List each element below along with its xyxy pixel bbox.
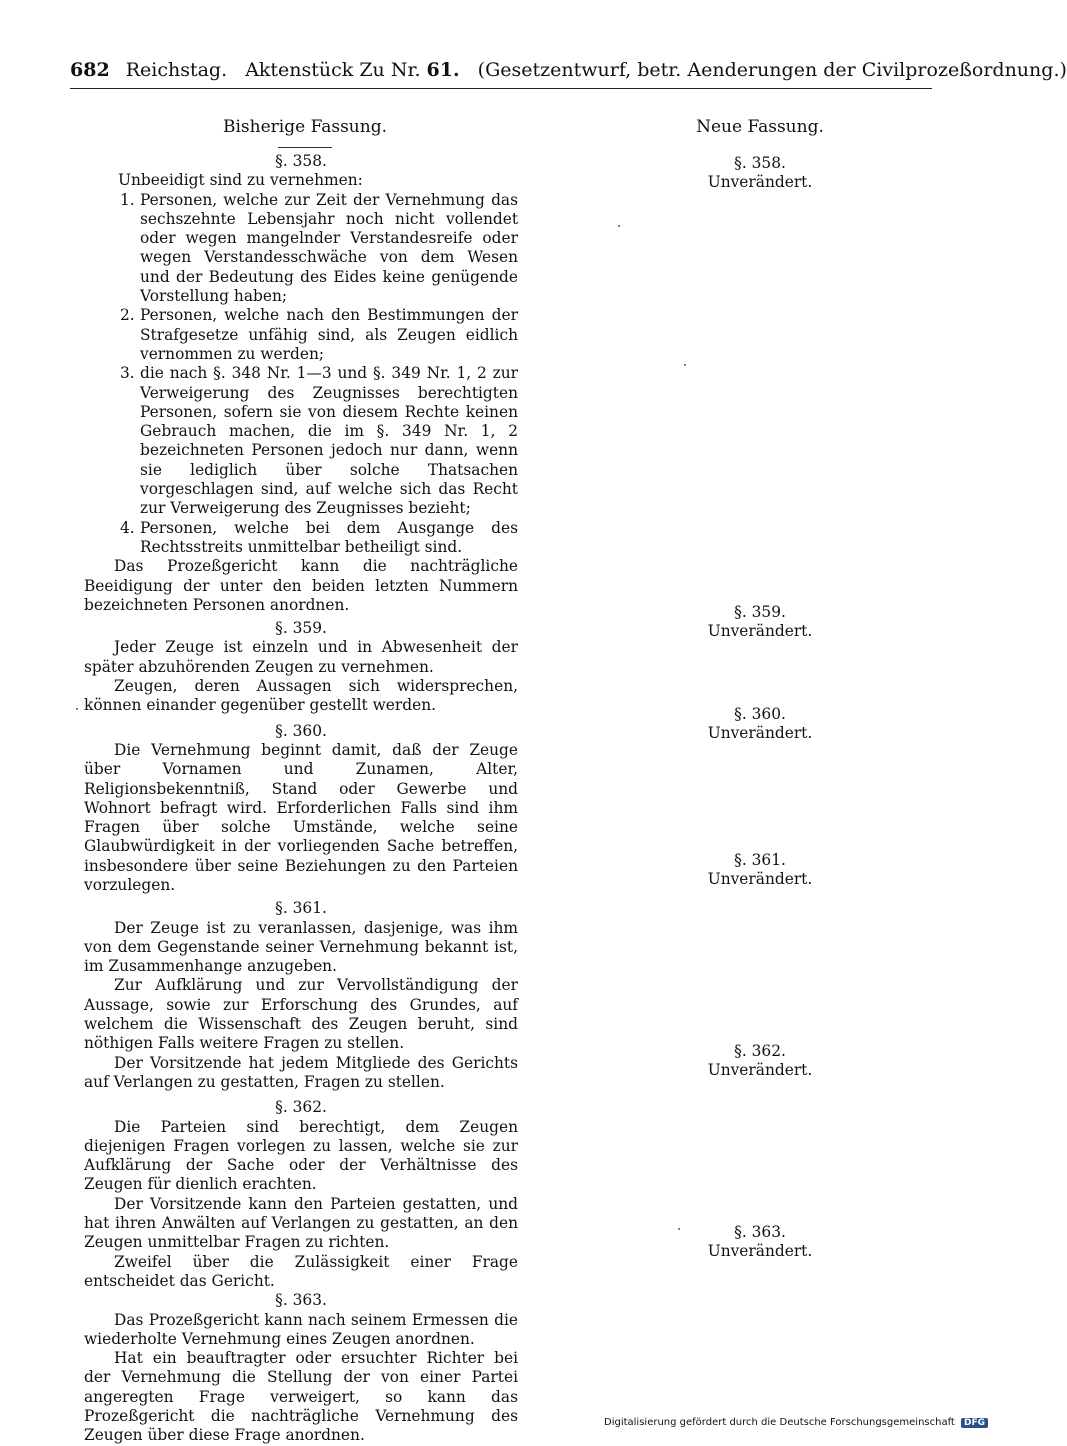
- list-item: [84, 306, 518, 364]
- section-title-359: §. 359.: [275, 619, 327, 638]
- paragraph: Der Zeuge ist zu veranlassen, dasjenige, was ihm von dem Gegenstande seiner Vernehmung bekannt ist, im Zusammenhange anzugeben.: [84, 918, 518, 976]
- left-column: [84, 152, 518, 1446]
- header-nr: 61.: [426, 59, 460, 81]
- right-section-361: [690, 851, 830, 890]
- dfg-logo-icon: DFG: [961, 1418, 988, 1428]
- list-item-text: Personen, welche nach den Bestimmungen der Strafgesetze unfähig sind, als Zeugen eidlich vernommen zu werden;: [140, 306, 518, 363]
- right-section-360: [690, 705, 830, 744]
- speck: [684, 364, 686, 366]
- paragraph: Die Vernehmung beginnt damit, daß der Zeuge über Vornamen und Zunamen, Alter, Religionsbekenntniß, Stand oder Gewerbe und Wohnort befragt wird. Erforderlichen Falls sind ihm Fragen über solche Umstände, welche seine Glaubwürdigkeit in der vorliegenden Sache betreffen, insbesondere über seine Beziehungen zu den Parteien vorzulegen.: [84, 740, 518, 894]
- list-item-number: 3.: [120, 364, 135, 383]
- right-section-title: §. 361.: [734, 851, 786, 869]
- right-column-heading: Neue Fassung.: [696, 117, 824, 137]
- list-item: [84, 191, 518, 307]
- speck: [678, 1228, 680, 1230]
- footer-credit: [604, 1417, 988, 1428]
- right-section-title: §. 359.: [734, 603, 786, 621]
- list-item-text: Personen, welche bei dem Ausgange des Rechtsstreits unmittelbar betheiligt sind.: [140, 518, 518, 556]
- paragraph: Das Prozeßgericht kann nach seinem Ermessen die wiederholte Vernehmung eines Zeugen anordnen.: [84, 1310, 518, 1348]
- header-reichstag: Reichstag.: [125, 59, 228, 81]
- list-item: [84, 364, 518, 518]
- right-section-status: Unverändert.: [707, 1242, 813, 1261]
- left-column-heading: Bisherige Fassung.: [223, 117, 387, 137]
- list-item-number: 1.: [120, 190, 135, 209]
- section-358-intro: Unbeeidigt sind zu vernehmen:: [118, 171, 363, 190]
- right-section-status: Unverändert.: [707, 724, 813, 743]
- right-section-status: Unverändert.: [707, 1061, 813, 1080]
- paragraph: Zeugen, deren Aussagen sich widersprechen, können einander gegenüber gestellt werden.: [84, 677, 518, 715]
- right-section-358: [690, 154, 830, 193]
- speck: [76, 708, 78, 710]
- list-item: [84, 519, 518, 558]
- right-section-363: [690, 1223, 830, 1262]
- paragraph: Hat ein beauftragter oder ersuchter Richter bei der Vernehmung die Stellung der von einer Partei angeregten Frage verweigert, so kann das Prozeßgericht die nachträgliche Vernehmung des Zeugen über diese Frage anordnen.: [84, 1349, 518, 1445]
- section-title-358: §. 358.: [275, 152, 327, 170]
- header-aktenstueck: Aktenstück Zu Nr.: [245, 59, 421, 81]
- right-section-status: Unverändert.: [707, 173, 813, 192]
- list-item-number: 4.: [120, 518, 135, 537]
- paragraph: Der Vorsitzende kann den Parteien gestatten, und hat ihren Anwälten auf Verlangen zu gestatten, an den Zeugen unmittelbar Fragen zu richten.: [84, 1194, 518, 1252]
- section-358-closing: Das Prozeßgericht kann die nachträgliche Beeidigung der unter den beiden letzten Nummern bezeichneten Personen anordnen.: [84, 557, 518, 614]
- paragraph: Jeder Zeuge ist einzeln und in Abwesenheit der später abzuhörenden Zeugen zu vernehmen.: [84, 638, 518, 676]
- list-item-number: 2.: [120, 306, 135, 325]
- page-header: [70, 58, 1067, 82]
- right-section-title: §. 363.: [734, 1223, 786, 1241]
- right-section-362: [690, 1042, 830, 1081]
- header-rule: [70, 88, 932, 89]
- right-section-title: §. 362.: [734, 1042, 786, 1060]
- list-item-text: Personen, welche zur Zeit der Vernehmung das sechszehnte Lebensjahr noch nicht vollendet oder wegen mangelnder Verstandesreife oder wegen Verstandesschwäche von dem Wesen und der Bedeutung des Eides keine genügende Vorstellung haben;: [140, 190, 518, 306]
- list-item-text: die nach §. 348 Nr. 1—3 und §. 349 Nr. 1, 2 zur Verweigerung des Zeugnisses berechtigten Personen, sofern sie von diesem Rechte keinen Gebrauch machen, die im §. 349 Nr. 1, 2 bezeichneten Personen jedoch nur dann, wenn sie lediglich über solche Thatsachen vorgeschlagen sind, auf welche sich das Recht zur Verweigerung des Zeugnisses bezieht;: [140, 364, 518, 518]
- section-title-361: §. 361.: [275, 899, 327, 918]
- right-section-status: Unverändert.: [707, 870, 813, 889]
- page-number: 682: [70, 59, 110, 81]
- paragraph: Die Parteien sind berechtigt, dem Zeugen diejenigen Fragen vorlegen zu lassen, welche sie zur Aufklärung der Sache oder der Verhältnisse des Zeugen für dienlich erachten.: [84, 1117, 518, 1194]
- paragraph: Der Vorsitzende hat jedem Mitgliede des Gerichts auf Verlangen zu gestatten, Fragen zu stellen.: [84, 1053, 518, 1091]
- header-subtitle: (Gesetzentwurf, betr. Aenderungen der Civilprozeßordnung.): [477, 59, 1067, 81]
- section-title-363: §. 363.: [275, 1291, 327, 1310]
- section-title-362: §. 362.: [275, 1098, 327, 1117]
- right-section-359: [690, 603, 830, 642]
- right-section-title: §. 360.: [734, 705, 786, 723]
- paragraph: Zweifel über die Zulässigkeit einer Frage entscheidet das Gericht.: [84, 1252, 518, 1290]
- paragraph: Zur Aufklärung und zur Vervollständigung der Aussage, sowie zur Erforschung des Grundes, auf welchem die Wissenschaft des Zeugen beruht, sind nöthigen Falls weitere Fragen zu stellen.: [84, 976, 518, 1053]
- heading-rule: [278, 147, 332, 148]
- footer-text: Digitalisierung gefördert durch die Deutsche Forschungsgemeinschaft: [604, 1417, 955, 1428]
- speck: [618, 225, 620, 227]
- right-section-title: §. 358.: [734, 154, 786, 172]
- right-section-status: Unverändert.: [707, 622, 813, 641]
- section-title-360: §. 360.: [275, 721, 327, 740]
